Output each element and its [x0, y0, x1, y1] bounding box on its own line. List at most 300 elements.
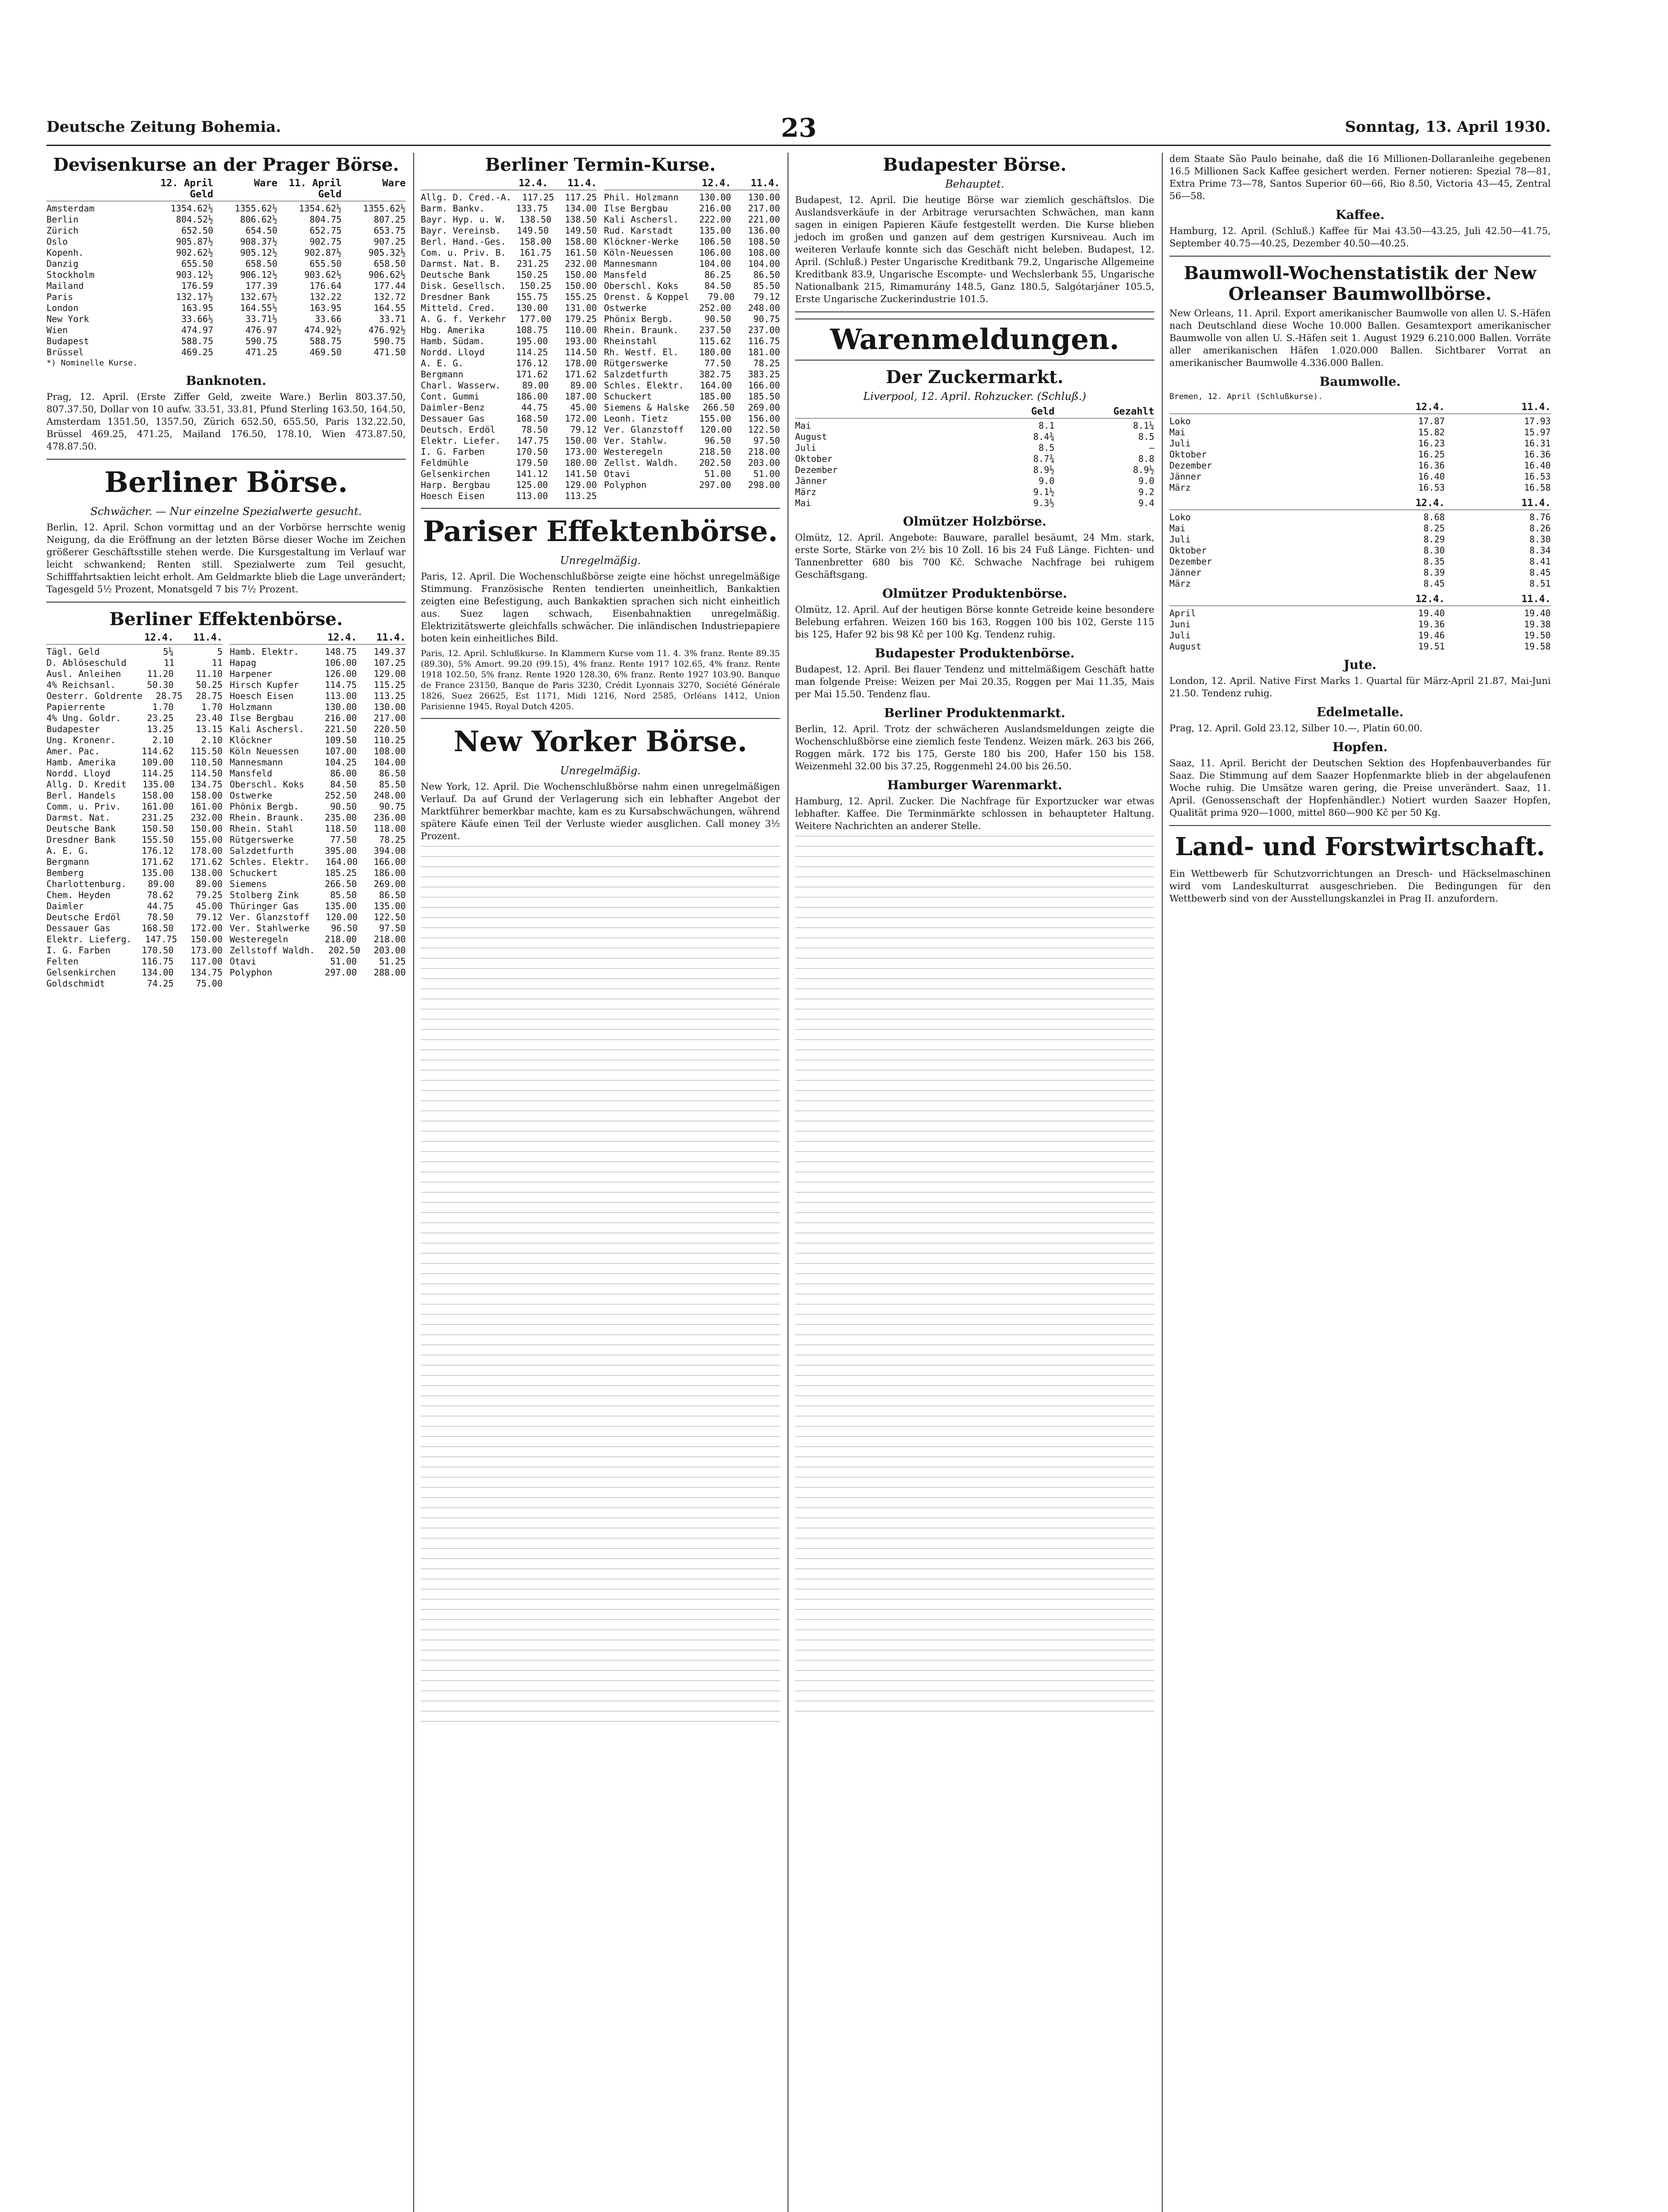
- row-value: 156.00: [748, 413, 780, 424]
- row-value: 116.75: [748, 336, 780, 346]
- row-value: 173.00: [565, 446, 597, 457]
- row-label: A. E. G.: [46, 845, 89, 856]
- row-value: 180.00: [699, 347, 731, 357]
- row-value: 85.50: [330, 890, 357, 900]
- termin-row: [421, 336, 597, 347]
- termin-row: [604, 214, 780, 225]
- land-forst-text: Ein Wettbewerb für Schutzvorrichtungen an Dresch- und Häckselmaschinen wird vom Landeskulturrat ausgeschrieben. Die Bedingungen für den Wettbewerb sind von der Ausstellungskanzlei in Prag II. anzufordern.: [1169, 868, 1551, 904]
- row-value: 130.00: [373, 702, 406, 712]
- row-value: 115.50: [190, 746, 223, 757]
- row-value: 8.5: [1038, 442, 1055, 453]
- row-label: Hamb. Amerika: [46, 757, 116, 768]
- row-value: 652.75: [309, 225, 342, 236]
- row-value: 74.25: [147, 978, 174, 989]
- row-value: 129.00: [373, 668, 406, 679]
- termin-row: [421, 469, 597, 480]
- row-value: 220.50: [373, 724, 406, 734]
- effekten-row: [46, 702, 223, 713]
- edelmetalle-title: Edelmetalle.: [1316, 705, 1404, 719]
- row-value: 89.00: [522, 380, 549, 391]
- row-value: 132.22: [309, 292, 342, 302]
- row-label: Juli: [1169, 534, 1191, 545]
- row-label: Oktober: [1169, 545, 1207, 556]
- effekten-row: [46, 934, 223, 945]
- effekten-row: [230, 680, 406, 691]
- row-label: Bayr. Hyp. u. W.: [421, 214, 506, 225]
- row-value: 807.25: [373, 214, 406, 225]
- row-label: Phil. Holzmann: [604, 192, 679, 203]
- row-label: 4% Reichsanl.: [46, 680, 116, 690]
- column-rule: [1162, 153, 1163, 2212]
- baumwoll-text: New Orleans, 11. April. Export amerikanischer Baumwolle von allen U. S.-Häfen nach Deutschland diese Woche 10.000 Ballen. Gesamtexport amerikanischer Baumwolle von allen U. S.-Häfen seit 1. August 1929 6.210.000 Ballen. Vorräte aller amerikanischen Häfen 1.020.000 Ballen. Sichtbarer Vorrat an amerikanischer Baumwolle 4.336.000 Ballen.: [1169, 308, 1551, 368]
- termin-row: [421, 269, 597, 280]
- row-label: London: [46, 303, 79, 313]
- effekten-row: [230, 945, 406, 956]
- row-value: 907.25: [373, 236, 406, 247]
- row-label: Ilse Bergbau: [230, 713, 294, 723]
- row-value: 269.00: [748, 402, 780, 413]
- termin-row: [604, 413, 780, 424]
- effekten-row: [46, 923, 223, 934]
- row-label: Jänner: [1169, 471, 1202, 482]
- row-value: 298.00: [748, 480, 780, 490]
- row-label: Dessauer Gas: [46, 923, 111, 933]
- termin-row: [421, 214, 597, 225]
- liverpool-row: [1169, 556, 1551, 567]
- row-label: Mai: [1169, 427, 1186, 438]
- termin-row: [604, 435, 780, 446]
- row-value: 114.25: [142, 768, 174, 779]
- row-value: 19.46: [1418, 630, 1445, 641]
- row-label: Dresdner Bank: [46, 834, 116, 845]
- row-value: 8.34: [1529, 545, 1551, 556]
- row-value: 149.50: [517, 225, 549, 236]
- row-value: 2.10: [152, 735, 174, 745]
- row-label: Dessauer Gas: [421, 413, 485, 424]
- termin-row: [421, 325, 597, 336]
- row-value: 90.50: [704, 314, 731, 324]
- row-value: 221.00: [748, 214, 780, 225]
- row-label: Westeregeln: [230, 934, 288, 945]
- row-value: 135.00: [325, 901, 357, 911]
- devisen-row: [46, 258, 406, 269]
- row-value: 266.50: [325, 879, 357, 889]
- effekten-row: [230, 768, 406, 779]
- row-value: 248.00: [373, 790, 406, 801]
- row-value: 8.5: [1138, 431, 1155, 442]
- row-value: 908.37½: [240, 236, 277, 247]
- devisen-title: Devisenkurse an der Prager Börse.: [53, 154, 399, 175]
- kaffee-lead-text: dem Staate São Paulo beinahe, daß die 16 Millionen-Dollaranleihe gegebenen 16.5 Millionen Sack Kaffee gesichert werden. Ferner notieren: Spezial 78—81, Extra Prime 73—78, Santos Superior 60—66, Rio 8.50, Victoria 43—45, Zentral 56—58.: [1169, 154, 1551, 201]
- row-value: 115.62: [699, 336, 731, 346]
- masthead: Deutsche Zeitung Bohemia.: [46, 118, 281, 136]
- bremen-row: [1169, 482, 1551, 493]
- row-value: 236.00: [373, 812, 406, 823]
- row-value: 150.25: [519, 280, 552, 291]
- row-value: 16.53: [1418, 482, 1445, 493]
- effekten-row: [46, 967, 223, 978]
- row-label: Rütgerswerke: [604, 358, 668, 369]
- row-value: 122.50: [373, 912, 406, 922]
- row-value: 8.41: [1529, 556, 1551, 567]
- row-value: 218.00: [373, 934, 406, 945]
- row-label: Papierrente: [46, 702, 105, 712]
- row-label: Westeregeln: [604, 446, 663, 457]
- row-value: 905.12½: [240, 247, 277, 258]
- row-value: 217.00: [748, 203, 780, 214]
- row-value: 15.97: [1524, 427, 1551, 438]
- effekten-row: [230, 901, 406, 912]
- row-label: Budapester: [46, 724, 100, 734]
- row-value: 218.00: [325, 934, 357, 945]
- row-value: 85.50: [753, 280, 780, 291]
- row-label: Nordd. Lloyd: [46, 768, 111, 779]
- row-value: 28.75: [196, 691, 223, 701]
- liverpool-row: [1169, 578, 1551, 589]
- row-value: 193.00: [565, 336, 597, 346]
- row-value: 8.35: [1423, 556, 1445, 567]
- row-label: Rhein. Stahl: [230, 823, 294, 834]
- newyork-body: [421, 842, 780, 1727]
- row-label: Wien: [46, 325, 68, 335]
- row-label: Dezember: [795, 465, 838, 475]
- row-label: Berl. Handels: [46, 790, 116, 801]
- row-label: Juli: [1169, 630, 1191, 641]
- row-value: 185.50: [748, 391, 780, 402]
- row-value: 161.00: [190, 801, 223, 812]
- row-value: 78.25: [753, 358, 780, 369]
- row-value: 134.00: [142, 967, 174, 978]
- row-value: 77.50: [330, 834, 357, 845]
- row-value: 134.75: [190, 967, 223, 978]
- row-label: Juli: [795, 442, 817, 453]
- row-label: Siemens: [230, 879, 267, 889]
- row-value: 104.00: [373, 757, 406, 768]
- row-value: 132.72: [373, 292, 406, 302]
- row-value: 164.55: [373, 303, 406, 313]
- termin-row: [421, 258, 597, 269]
- row-value: 903.62½: [304, 269, 342, 280]
- bremen-line: Bremen, 12. April (Schlußkurse).: [1169, 392, 1323, 401]
- row-value: 16.58: [1524, 482, 1551, 493]
- row-value: 117.25: [522, 192, 554, 203]
- termin-row: [421, 391, 597, 402]
- row-label: Dresdner Bank: [421, 292, 490, 302]
- row-value: 138.50: [519, 214, 552, 225]
- row-value: 79.00: [708, 292, 735, 302]
- row-value: 51.00: [330, 956, 357, 967]
- effekten-row: [230, 834, 406, 845]
- effekten-row: [230, 691, 406, 702]
- row-value: 476.97: [245, 325, 277, 335]
- row-label: Charl. Wasserw.: [421, 380, 501, 391]
- termin-row: [604, 236, 780, 247]
- row-value: 179.50: [516, 457, 548, 468]
- row-value: 89.00: [570, 380, 597, 391]
- row-value: 8.39: [1423, 567, 1445, 578]
- row-label: Oesterr. Goldrente: [46, 691, 142, 701]
- termin-row: [604, 480, 780, 491]
- row-value: 13.15: [196, 724, 223, 734]
- alexandria-row: [1169, 641, 1551, 652]
- row-value: 217.00: [373, 713, 406, 723]
- row-value: 109.50: [325, 735, 357, 745]
- row-value: 78.50: [521, 424, 548, 435]
- row-value: 107.25: [373, 657, 406, 668]
- termin-row: [421, 292, 597, 303]
- row-value: 171.62: [190, 856, 223, 867]
- row-label: Dezember: [1169, 460, 1212, 471]
- pariser-kurse: Paris, 12. April. Schlußkurse. In Klammern Kurse vom 11. 4. 3% franz. Rente 89.35 (89.30), 5% Amort. 99.20 (99.15), 4% franz. Rente 1917 102.65, 4% franz. Rente 1918 102.50, 5% franz. Rente 1920 128.30, 6% franz. Rente 1927 103.90. Banque de France 23150, Banque de Paris 3230, Crédit Lyonnais 3270, Société Générale 1826, Suez 26625, Est 1171, Midi 1216, Nord 2585, Orléans 1412, Union Parisienne 1945, Royal Dutch 4205.: [421, 649, 780, 711]
- alexandria-table: [1169, 608, 1551, 652]
- row-value: 114.25: [516, 347, 548, 357]
- row-value: 90.75: [753, 314, 780, 324]
- row-label: Zellst. Waldh.: [604, 457, 679, 468]
- row-value: 248.00: [748, 303, 780, 313]
- row-value: 902.87½: [304, 247, 342, 258]
- row-label: Leonh. Tietz: [604, 413, 668, 424]
- row-value: 252.00: [699, 303, 731, 313]
- devisen-row: [46, 325, 406, 336]
- zucker-row: [795, 431, 1154, 442]
- row-value: 382.75: [699, 369, 731, 380]
- row-value: 2.10: [201, 735, 223, 745]
- row-value: 150.50: [142, 823, 174, 834]
- termin-row: [421, 491, 597, 502]
- row-label: Klöckner-Werke: [604, 236, 679, 247]
- row-value: 97.50: [379, 923, 406, 933]
- produkt-olm-text: Olmütz, 12. April. Auf der heutigen Börse konnte Getreide keine besondere Belebung erfahren. Weizen 160 bis 163, Roggen 100 bis 102, Gerste 115 bis 125, Hafer 92 bis 98 Kč per 100 Kg. Tendenz ruhig.: [795, 604, 1154, 640]
- termin-row: [421, 280, 597, 292]
- row-value: 86.25: [704, 269, 731, 280]
- row-value: 113.25: [373, 691, 406, 701]
- row-value: 150.00: [565, 280, 597, 291]
- effekten-row: [230, 923, 406, 934]
- row-value: 120.00: [700, 424, 732, 435]
- row-label: Feldmühle: [421, 457, 469, 468]
- row-label: Polyphon: [230, 967, 273, 978]
- row-value: 104.25: [325, 757, 357, 768]
- row-value: 8.25: [1423, 523, 1445, 534]
- zucker-row: [795, 453, 1154, 465]
- effekten-row: [230, 779, 406, 790]
- row-value: 97.50: [753, 435, 780, 446]
- row-label: Loko: [1169, 512, 1191, 522]
- column-4: dem Staate São Paulo beinahe, daß die 16 Millionen-Dollaranleihe gegebenen 16.5 Millionen Sack Kaffee gesichert werden. Ferner notieren: Spezial 78—81, Extra Prime 73—78, Santos Superior 60—66, Rio 8.50, Victoria 43—45, Zentral 56—58. Kaffee. Hamburg, 12. April. (Schluß.) Kaffee für Mai 43.50—43.25, Juli 42.50—41.75, September 40.75—40.25, Dezember 40.50—40.25. Baumwoll-Wochenstatistik der New Orleanser Baumwollbörse. New Orleans, 11. April. Export amerikanischer Baumwolle von allen U. S.-Häfen nach Deutschland diese Woche 10.000 Ballen. Gesamtexport amerikanischer Baumwolle von allen U. S.-Häfen seit 1. August 1929 6.210.000 Ballen. Vorräte aller amerikanischen Häfen 1.020.000 Ballen. Sichtbarer Vorrat an amerikanischer Baumwolle 4.336.000 Ballen. Baumwolle. Bremen, 12. April (Schlußkurse). 12.4. 11.4. Loko 17.87 17.93 Mai 15.82 15.97 Juli 16.23 16.31 Oktober 16.25 16.36 Dezember 16.36 16.40 Jänner 16.40 16.53 März 16.53 16.58 12.4. 11.4. Loko 8.68 8.76 Mai 8.25 8.26 Juli 8.29 8.30 Oktober 8.30 8.34 Dezember 8.35 8.41 Jänner 8.39 8.45 März 8.45 8.51 12.4. 11.4. April 19.40 19.40 Juni 19.36 19.38 Juli 19.46 19.50 August 19.51 19.58 Jute. London, 12. April. Native First Marks 1. Quartal für März-April 21.87, Mai-Juni 21.50. Tendenz ruhig. Edelmetalle. Prag, 12. April. Gold 23.12, Silber 10.—, Platin 60.00. Hopfen. Saaz, 11. April. Bericht der Deutschen Sektion des Hopfenbauverbandes für Saaz. Die Stimmung auf dem Saazer Hopfenmarkte blieb in der abgelaufenen Woche ruhig. Die Umsätze waren gering, die Preise unverändert. Saaz, 11. April. (Genossenschaft der Hopfenhändler.) Notiert wurden Saazer Hopfen, Qualität prima 920—1000, mittel 860—900 Kč per 50 Kg. Land- und Forstwirtschaft. Ein Wettbewerb für Schutzvorrichtungen an Dresch- und Häckselmaschinen wird vom Landeskulturrat ausgeschrieben. Die Bedingungen für den Wettbewerb sind von der Ausstellungskanzlei in Prag II. anzufordern.: [1169, 154, 1551, 904]
- effekten-row: [46, 757, 223, 768]
- column-rule: [413, 153, 414, 2212]
- row-value: 78.62: [147, 890, 174, 900]
- row-value: 804.75: [309, 214, 342, 225]
- land-forst-title: Land- und Forstwirtschaft.: [1175, 832, 1545, 861]
- row-value: 118.50: [325, 823, 357, 834]
- effekten-row: [230, 724, 406, 735]
- row-value: 164.00: [700, 380, 732, 391]
- termin-row: [421, 424, 597, 435]
- row-label: Mitteld. Cred.: [421, 303, 496, 313]
- banknoten-text: Prag, 12. April. (Erste Ziffer Geld, zweite Ware.) Berlin 803.37.50, 807.37.50, Dollar von 10 aufw. 33.51, 33.81, Pfund Sterling 163.50, 164.50, Amsterdam 1351.50, 1357.50, Zürich 652.50, 655.50, Paris 132.22.50, Brüssel 469.25, 471.25, Mailand 176.50, 178.10, Wien 473.87.50, 478.87.50.: [46, 392, 406, 452]
- row-value: 11: [164, 657, 175, 668]
- row-value: 186.00: [516, 391, 548, 402]
- effekten-row: [230, 790, 406, 801]
- row-label: Amer. Pac.: [46, 746, 100, 757]
- termin-row: [604, 303, 780, 314]
- row-value: 117.00: [190, 956, 223, 967]
- alexandria-row: [1169, 630, 1551, 641]
- row-value: 177.44: [373, 280, 406, 291]
- row-label: Bergmann: [46, 856, 89, 867]
- row-value: 383.25: [748, 369, 780, 380]
- row-value: —: [1149, 442, 1155, 453]
- row-value: 474.92½: [304, 325, 342, 335]
- row-value: 51.25: [379, 956, 406, 967]
- row-value: 108.00: [373, 746, 406, 757]
- row-value: 125.00: [516, 480, 548, 490]
- row-label: Hbg. Amerika: [421, 325, 485, 335]
- devisen-row: [46, 269, 406, 280]
- row-value: 221.50: [325, 724, 357, 734]
- row-value: 176.12: [142, 845, 174, 856]
- row-value: 8.4¾: [1033, 431, 1055, 442]
- row-label: Oslo: [46, 236, 68, 247]
- effekten-row: [46, 978, 223, 989]
- row-value: 9.4: [1138, 498, 1155, 508]
- row-value: 158.00: [519, 236, 552, 247]
- devisen-row: [46, 247, 406, 258]
- row-value: 16.36: [1418, 460, 1445, 471]
- column-2: [421, 153, 780, 2212]
- row-value: 8.8: [1138, 453, 1155, 464]
- produkt-bud-title: Budapester Produktenbörse.: [875, 646, 1075, 661]
- row-label: Cont. Gummi: [421, 391, 480, 402]
- effekten-row: [230, 912, 406, 923]
- row-label: Amsterdam: [46, 203, 95, 214]
- zucker-row: [795, 476, 1154, 487]
- row-value: 129.00: [565, 480, 597, 490]
- row-value: 136.00: [748, 225, 780, 236]
- row-value: 8.51: [1529, 578, 1551, 589]
- row-value: 8.76: [1529, 512, 1551, 522]
- berliner-boerse-text: Berlin, 12. April. Schon vormittag und an der Vorbörse herrschte wenig Neigung, da die Eröffnung an der letzten Börse dieser Woche im Zeichen größerer Geschäftsstille stehen werde. Die Kursgestaltung im Verlauf war leicht schwankend; Renten still. Spezialwerte zum Teil gesucht, Schifffahrtsaktien leicht erholt. Am Geldmarkte blieb die Lage unverändert; Tagesgeld 5½ Prozent, Monatsgeld 7 bis 7½ Prozent.: [46, 522, 406, 595]
- newspaper-page: [46, 113, 1551, 2212]
- kaffee-text: Hamburg, 12. April. (Schluß.) Kaffee für Mai 43.50—43.25, Juli 42.50—41.75, September 40.75—40.25, Dezember 40.50—40.25.: [1169, 226, 1551, 249]
- row-value: 168.50: [142, 923, 174, 933]
- row-label: April: [1169, 608, 1196, 618]
- row-value: 171.62: [516, 369, 548, 380]
- row-value: 16.25: [1418, 449, 1445, 460]
- termin-row: [421, 225, 597, 236]
- row-value: 114.62: [142, 746, 174, 757]
- row-value: 79.12: [570, 424, 597, 435]
- row-value: 9.0: [1038, 476, 1055, 486]
- row-label: Schles. Elektr.: [604, 380, 684, 391]
- devisen-row: [46, 236, 406, 247]
- row-label: August: [795, 431, 827, 442]
- effekten-row: [46, 680, 223, 691]
- row-value: 155.00: [699, 413, 731, 424]
- effekten-row: [46, 856, 223, 868]
- termin-row: [604, 292, 780, 303]
- row-value: 1355.62½: [363, 203, 406, 214]
- effekten-row: [46, 901, 223, 912]
- devisen-row: [46, 336, 406, 347]
- row-value: 150.00: [190, 823, 223, 834]
- effekten-row: [230, 657, 406, 668]
- termin-row: [604, 457, 780, 469]
- row-value: 588.75: [181, 336, 213, 346]
- row-value: 8.30: [1423, 545, 1445, 556]
- row-value: 150.00: [565, 435, 597, 446]
- row-value: 235.00: [325, 812, 357, 823]
- row-label: Otavi: [230, 956, 257, 967]
- row-label: Otavi: [604, 469, 631, 479]
- liverpool-row: [1169, 567, 1551, 578]
- effekten-row: [230, 856, 406, 868]
- row-value: 11.20: [147, 668, 174, 679]
- termin-row: [604, 424, 780, 435]
- row-value: 161.50: [565, 247, 597, 258]
- row-label: Hamb. Südam.: [421, 336, 485, 346]
- effekten-row: [46, 801, 223, 812]
- page-header: [46, 113, 1551, 146]
- liverpool-row: [1169, 523, 1551, 534]
- row-label: Ung. Kronenr.: [46, 735, 116, 745]
- row-value: 149.50: [565, 225, 597, 236]
- hopfen-text: Saaz, 11. April. Bericht der Deutschen Sektion des Hopfenbauverbandes für Saaz. Die Stimmung auf dem Saazer Hopfenmarkte blieb in der abgelaufenen Woche ruhig. Die Umsätze waren gering, die Preise unverändert. Saaz, 11. April. (Genossenschaft der Hopfenhändler.) Notiert wurden Saazer Hopfen, Qualität prima 920—1000, mittel 860—900 Kč per 50 Kg.: [1169, 758, 1551, 818]
- row-value: 178.00: [190, 845, 223, 856]
- row-label: Deutsche Bank: [421, 269, 490, 280]
- devisen-table: [46, 203, 406, 358]
- zucker-title: Der Zuckermarkt.: [886, 367, 1064, 388]
- row-value: 905.87½: [176, 236, 213, 247]
- devisen-row: [46, 203, 406, 214]
- row-value: 187.00: [565, 391, 597, 402]
- row-value: 147.75: [145, 934, 177, 945]
- effekten-row: [46, 868, 223, 879]
- termin-row: [421, 347, 597, 358]
- row-label: I. G. Farben: [421, 446, 485, 457]
- row-label: Berlin: [46, 214, 79, 225]
- row-value: 135.00: [373, 901, 406, 911]
- row-label: Danzig: [46, 258, 79, 269]
- row-value: 108.75: [516, 325, 548, 335]
- row-label: Brüssel: [46, 347, 84, 357]
- row-value: 166.00: [748, 380, 780, 391]
- termin-row: [421, 480, 597, 491]
- effekten-row: [46, 812, 223, 823]
- row-label: Mai: [795, 498, 811, 508]
- row-label: Hamb. Elektr.: [230, 646, 299, 657]
- row-value: 147.75: [517, 435, 549, 446]
- row-value: 16.40: [1524, 460, 1551, 471]
- row-value: 16.53: [1524, 471, 1551, 482]
- row-label: Holzmann: [230, 702, 273, 712]
- row-value: 8.68: [1423, 512, 1445, 522]
- row-value: 116.75: [142, 956, 174, 967]
- row-label: Paris: [46, 292, 73, 302]
- row-value: 11: [211, 657, 223, 668]
- row-value: 9.3½: [1033, 498, 1055, 508]
- row-value: 8.45: [1423, 578, 1445, 589]
- row-value: 149.37: [373, 646, 406, 657]
- row-label: Zürich: [46, 225, 79, 236]
- devisen-row: [46, 303, 406, 314]
- row-label: August: [1169, 641, 1202, 652]
- row-value: 115.25: [373, 680, 406, 690]
- termin-row: [604, 269, 780, 280]
- row-value: 395.00: [325, 845, 357, 856]
- row-value: 1354.62½: [170, 203, 213, 214]
